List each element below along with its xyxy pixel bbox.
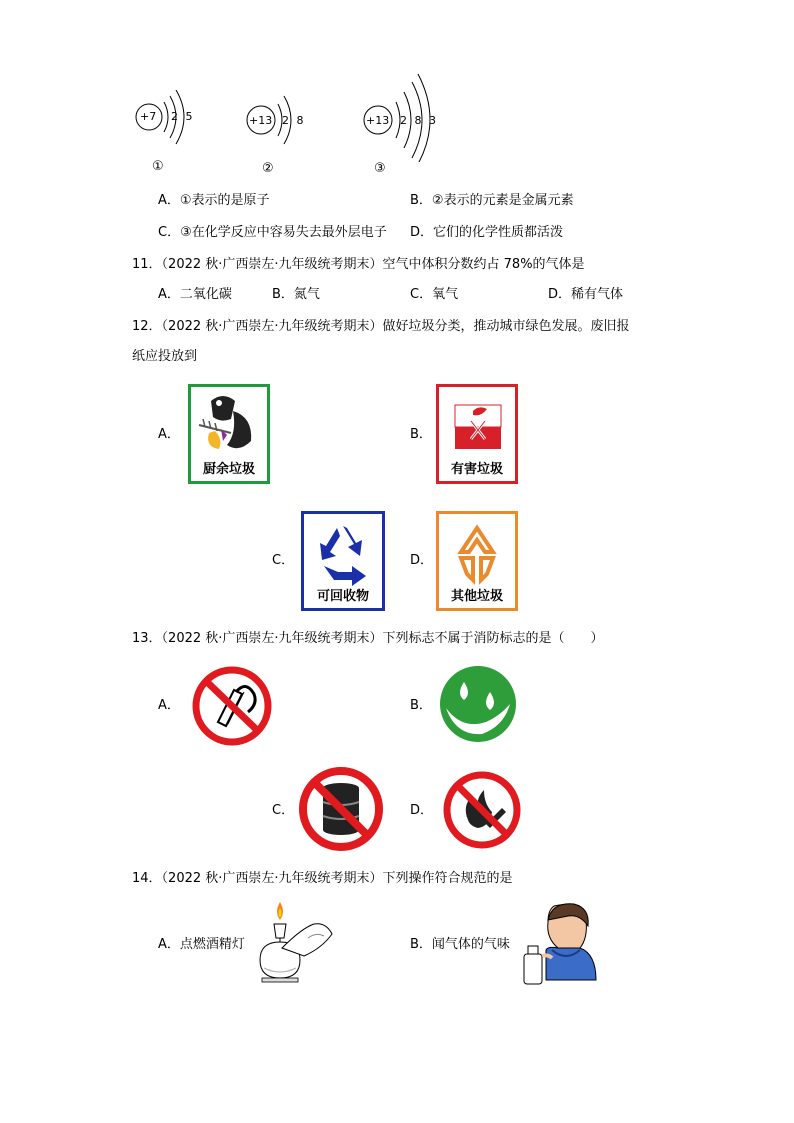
- q14-stem: 14．（2022 秋·广西崇左·九年级统考期末）下列操作符合规范的是: [132, 871, 513, 886]
- water-saving-icon: [438, 664, 520, 746]
- hazardous-waste-icon: [439, 389, 515, 461]
- atom-2-nucleus: +13: [249, 114, 273, 127]
- recyclable-caption: 可回收物: [316, 589, 369, 604]
- hazardous-waste-caption: 有害垃圾: [450, 462, 503, 477]
- no-flammable-barrel-icon: [296, 764, 386, 854]
- no-smoking-icon: [188, 664, 276, 748]
- q11-option-c: C．氧气: [410, 287, 459, 302]
- atom-3-shells: 2 8 3: [400, 114, 438, 127]
- q12-stem-line1: 12．（2022 秋·广西崇左·九年级统考期末）做好垃圾分类，推动城市绿色发展。废旧报: [132, 319, 630, 334]
- q12-option-c-letter: C．: [272, 553, 295, 568]
- recyclable-sign: [301, 511, 385, 611]
- recycle-icon: [304, 516, 382, 588]
- q11-option-d: D．稀有气体: [548, 287, 624, 302]
- q10-option-c: C．③在化学反应中容易失去最外层电子: [158, 225, 387, 240]
- other-waste-icon: [439, 516, 515, 588]
- atom-2-shells: 2 8: [282, 114, 306, 127]
- q14-option-a: A．点燃酒精灯: [158, 937, 245, 952]
- q13-stem: 13．（2022 秋·广西崇左·九年级统考期末）下列标志不属于消防标志的是（ ）: [132, 631, 604, 646]
- q14-option-b: B．闻气体的气味: [410, 937, 510, 952]
- q11-option-b: B．氮气: [272, 287, 320, 302]
- other-waste-sign: [436, 511, 518, 611]
- food-waste-sign: [188, 384, 270, 484]
- atom-1-label: ①: [152, 159, 164, 174]
- q10-option-a: A．①表示的是原子: [158, 193, 270, 208]
- atom-1-nucleus: +7: [140, 110, 157, 123]
- atom-2-label: ②: [262, 161, 274, 176]
- q12-option-a-letter: A．: [158, 427, 180, 442]
- q12-option-b-letter: B．: [410, 427, 432, 442]
- hazardous-waste-sign: [436, 384, 518, 484]
- q10-option-d: D．它们的化学性质都活泼: [410, 225, 564, 240]
- atom-3-nucleus: +13: [366, 114, 390, 127]
- atom-1-shells: 2 5: [171, 110, 195, 123]
- smell-gas-icon: [518, 898, 600, 990]
- atom-3-label: ③: [374, 161, 386, 176]
- q13-option-c-letter: C．: [272, 803, 295, 818]
- q10-option-b: B．②表示的元素是金属元素: [410, 193, 574, 208]
- no-open-flame-icon: [440, 768, 524, 852]
- q13-option-b-letter: B．: [410, 698, 432, 713]
- other-waste-caption: 其他垃圾: [450, 589, 503, 604]
- q13-option-d-letter: D．: [410, 803, 434, 818]
- food-waste-icon: [191, 389, 267, 461]
- q12-option-d-letter: D．: [410, 553, 434, 568]
- q13-option-a-letter: A．: [158, 698, 180, 713]
- q11-option-a: A．二氧化碳: [158, 287, 232, 302]
- alcohol-lamp-lighting-icon: [252, 898, 338, 990]
- q12-stem-line2: 纸应投放到: [132, 349, 198, 364]
- q11-stem: 11．（2022 秋·广西崇左·九年级统考期末）空气中体积分数约占 78%的气体是: [132, 257, 585, 272]
- food-waste-caption: 厨余垃圾: [202, 462, 255, 477]
